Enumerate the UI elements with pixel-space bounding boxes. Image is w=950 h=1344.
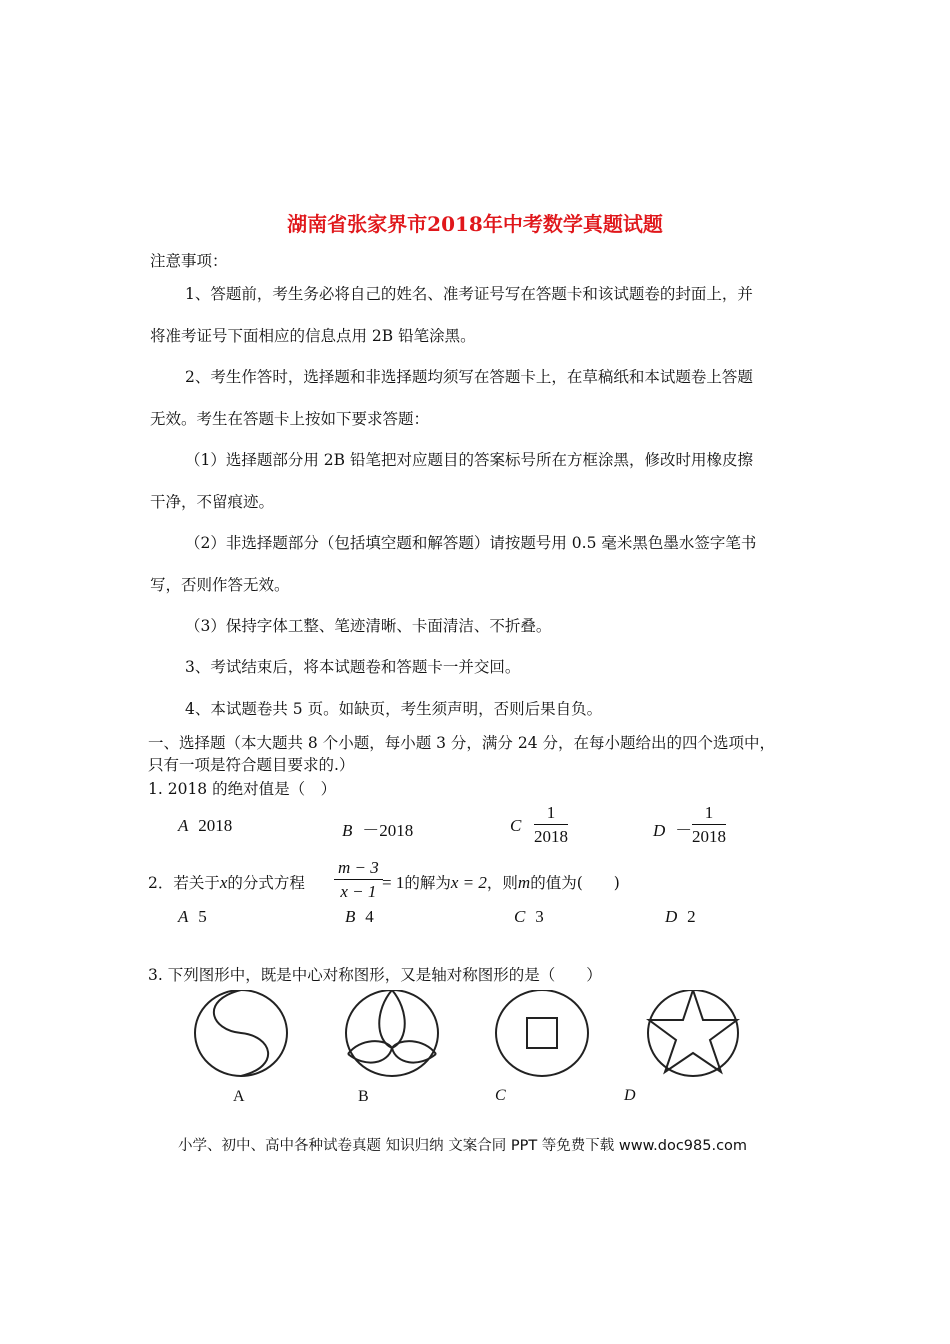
- q1-option-a: A 2018: [178, 816, 233, 835]
- question-1-stem: 1. 2018 的绝对值是（ ）: [148, 780, 337, 798]
- q1-option-c: C: [510, 816, 522, 835]
- notice-line: 将准考证号下面相应的信息点用 2B 铅笔涂黑。: [150, 327, 476, 345]
- notice-line: 4、本试题卷共 5 页。如缺页，考生须声明，否则后果自负。: [185, 700, 603, 718]
- page-title: 湖南省张家界市2018年中考数学真题试题: [287, 212, 663, 236]
- figure-label-b: B: [358, 1088, 369, 1105]
- q2-option-c: C 3: [514, 907, 544, 926]
- notice-line: 1、答题前，考生务必将自己的姓名、准考证号写在答题卡和该试题卷的封面上，并: [185, 285, 753, 303]
- q2-option-b: B 4: [345, 907, 374, 926]
- q3-figures: [0, 990, 950, 1090]
- notice-line: 3、考试结束后，将本试题卷和答题卡一并交回。: [185, 658, 521, 676]
- three-arcs-figure-b: [346, 990, 438, 1076]
- q2-option-a: A 5: [178, 907, 207, 926]
- figure-label-d: D: [624, 1087, 636, 1104]
- question-2-rest: = 1的解为x = 2，则m的值为( ): [382, 873, 620, 892]
- notice-line: （1）选择题部分用 2B 铅笔把对应题目的答案标号所在方框涂黑，修改时用橡皮擦: [185, 451, 753, 469]
- question-3-stem: 3. 下列图形中，既是中心对称图形，又是轴对称图形的是（ ）: [148, 966, 602, 984]
- notice-line: （2）非选择题部分（包括填空题和解答题）请按题号用 0.5 毫米黑色墨水签字笔书: [185, 534, 757, 552]
- yin-yang-figure-a: [195, 990, 287, 1076]
- notice-line: 干净，不留痕迹。: [150, 493, 275, 511]
- footer-text: 小学、初中、高中各种试卷真题 知识归纳 文案合同 PPT 等免费下载 www.doc985.com: [178, 1138, 748, 1154]
- q1-option-d-fraction: $\frac{1}{2018}$: [692, 803, 726, 846]
- coin-figure-c: [496, 990, 588, 1076]
- q1-option-b: B －2018: [342, 821, 414, 840]
- q2-option-d: D 2: [665, 907, 696, 926]
- question-2-stem: 2．若关于x的分式方程: [148, 873, 305, 892]
- notice-line: （3）保持字体工整、笔迹清晰、卡面清洁、不折叠。: [185, 617, 552, 635]
- figure-label-a: A: [233, 1088, 245, 1105]
- q1-option-c-fraction: $\frac{1}{2018}$: [534, 803, 568, 846]
- figure-label-c: C: [495, 1087, 506, 1104]
- section-heading: 一、选择题（本大题共 8 个小题，每小题 3 分，满分 24 分，在每小题给出的四个选项中，: [148, 734, 776, 752]
- q2-fraction: $\frac{m - 3}{x - 1}$: [334, 857, 383, 904]
- notice-line: 2、考生作答时，选择题和非选择题均须写在答题卡上，在草稿纸和本试题卷上答题: [185, 368, 753, 386]
- section-heading: 只有一项是符合题目要求的.）: [148, 756, 355, 774]
- notice-line: 写，否则作答无效。: [150, 576, 290, 594]
- star-figure-d: [648, 990, 738, 1076]
- notice-line: 无效。考生在答题卡上按如下要求答题：: [150, 410, 430, 428]
- q1-option-d: D －: [653, 821, 693, 840]
- notice-heading: 注意事项：: [150, 252, 228, 270]
